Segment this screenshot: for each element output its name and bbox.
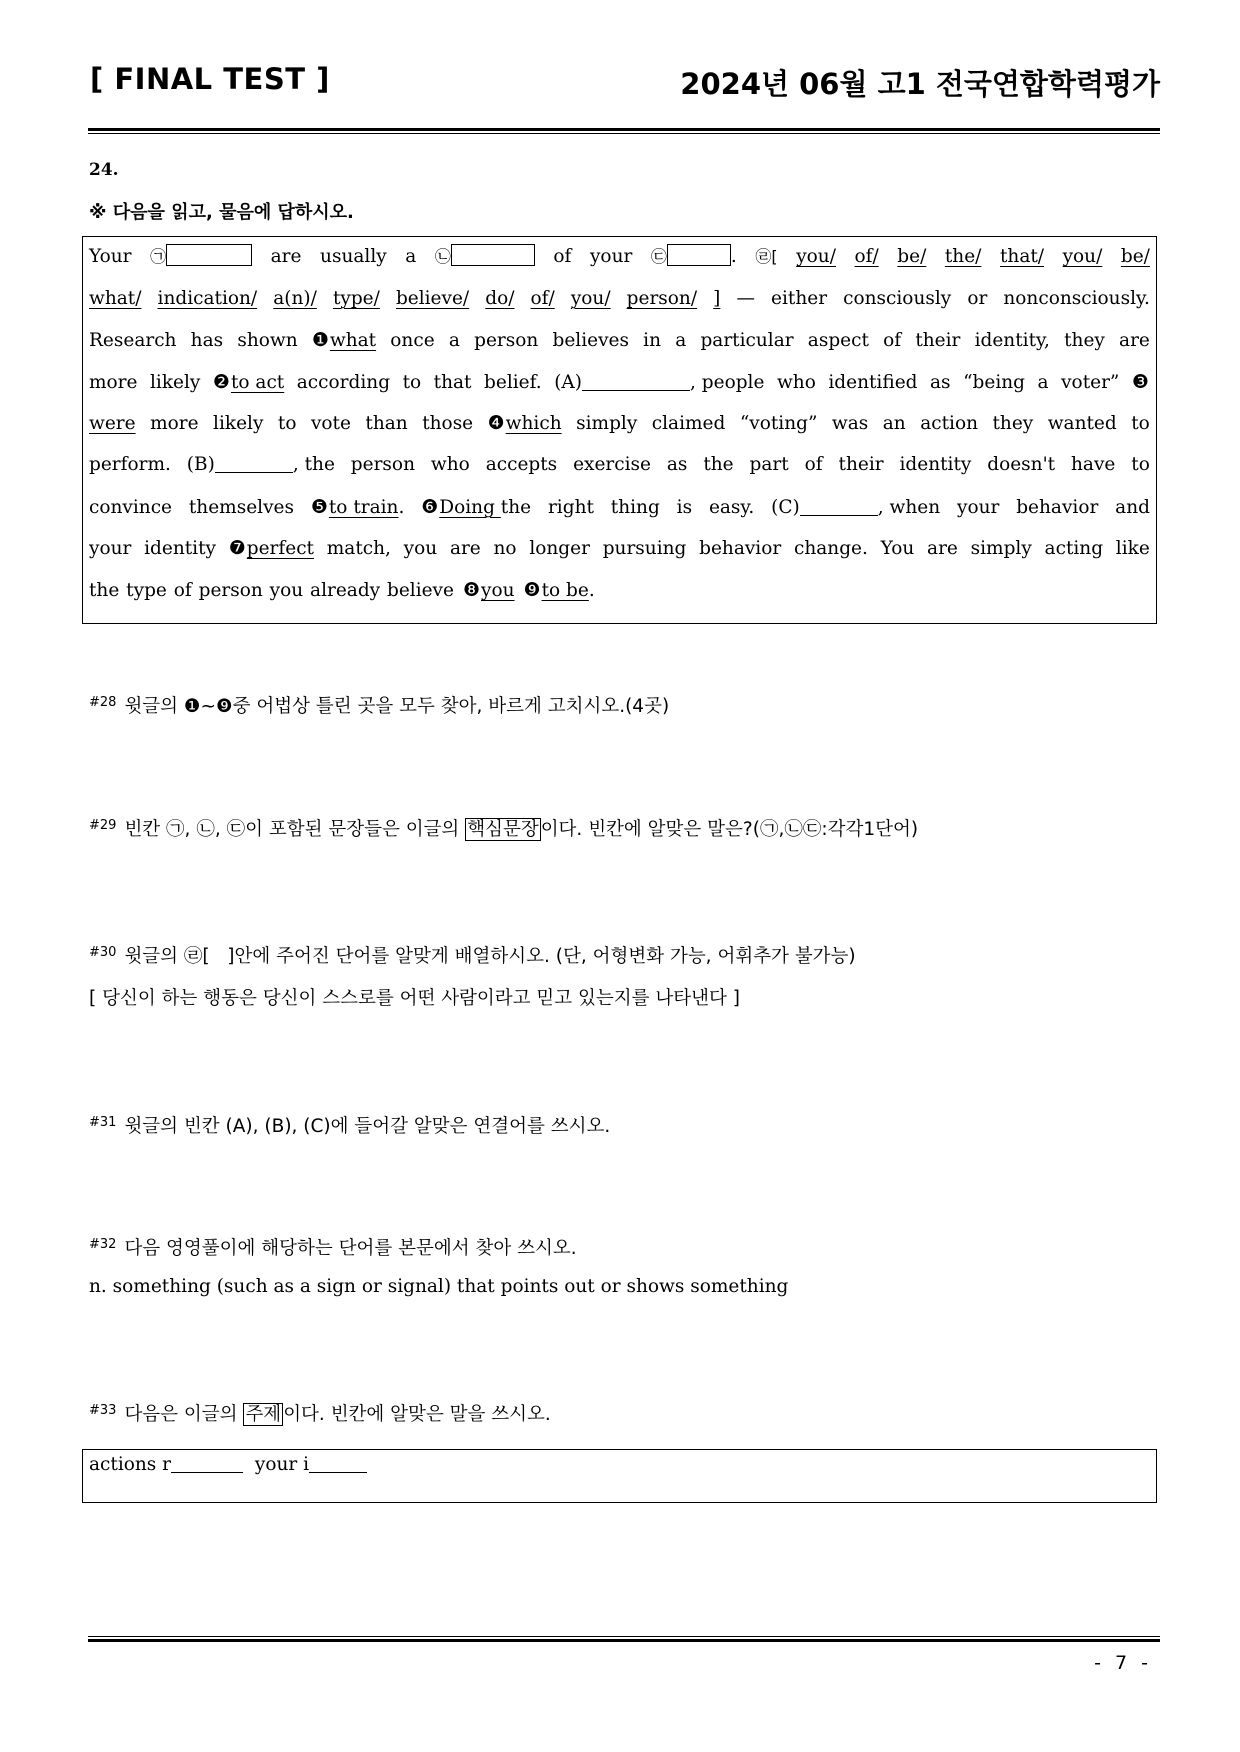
word: thing: [610, 496, 660, 518]
passage-line: [89, 241, 1150, 283]
word: are: [270, 246, 302, 267]
word: your: [957, 496, 1000, 518]
question-text: 윗글의 ❶~❾중 어법상 틀린 곳을 모두 찾아, 바르게 고치시오.(4곳): [124, 696, 670, 717]
question-label: #29: [89, 818, 117, 833]
word: nonconsciously.: [1003, 287, 1150, 309]
question-33: [89, 1400, 551, 1426]
word: aspect: [807, 330, 869, 352]
question-text: 이다. 빈칸에 알맞은 말을 쓰시오.: [283, 1404, 551, 1425]
word: accepts: [485, 453, 558, 475]
word: to: [1131, 413, 1150, 435]
header-divider: [88, 128, 1160, 134]
scramble-word: you/: [1062, 246, 1103, 267]
word: simply: [576, 413, 638, 435]
question-32: [89, 1234, 577, 1260]
scramble-word: of/: [854, 246, 879, 267]
blank-line-A[interactable]: [582, 373, 690, 391]
question-text: 다음은 이글의: [124, 1404, 244, 1425]
boxed-keyword: 핵심문장: [467, 819, 539, 840]
word: that: [433, 371, 472, 393]
word: your: [89, 538, 132, 560]
word: no: [493, 538, 517, 560]
question-30-korean-hint: [ 당신이 하는 행동은 당신이 스스로를 어떤 사람이라고 믿고 있는지를 나타낸다 ]: [89, 988, 740, 1009]
word: , the: [292, 453, 335, 475]
number-marker-2: ❷: [212, 370, 230, 393]
punct: .: [730, 246, 737, 267]
scramble-word: type/: [332, 287, 380, 309]
word: “voting”: [739, 413, 818, 435]
scramble-word: believe/: [395, 287, 470, 309]
passage-line: [89, 407, 1150, 449]
word: like: [1115, 538, 1150, 560]
word: once: [390, 330, 435, 352]
header-title-right: 2024년 06월 고1 전국연합학력평가: [680, 67, 1160, 101]
blank-label-B: (B): [186, 453, 215, 475]
blank-box-b[interactable]: [451, 244, 535, 266]
underlined-word: you: [481, 579, 515, 601]
word: perform.: [89, 453, 171, 475]
scramble-word: a(n)/: [273, 287, 317, 309]
word: likely: [150, 371, 201, 393]
word: who: [776, 371, 816, 393]
number-marker-7: ❼: [228, 537, 246, 560]
passage-line: [89, 574, 1150, 616]
underlined-word: to train: [328, 496, 399, 518]
number-marker-5: ❺: [310, 495, 328, 518]
word: and: [1115, 496, 1150, 518]
word: they: [1064, 330, 1105, 352]
passage-line: [89, 366, 1150, 408]
word: a: [1037, 371, 1049, 393]
passage-line: [89, 491, 1150, 533]
blank-line-C[interactable]: [800, 498, 878, 516]
word: shown: [237, 330, 298, 352]
blank-C: [771, 492, 940, 524]
word: you: [403, 538, 438, 560]
passage-box: [82, 236, 1157, 624]
passage-line: [89, 283, 1150, 325]
topic-answer-box: [82, 1449, 1157, 1503]
grammar-item-6: [421, 491, 531, 524]
word: is: [676, 496, 693, 518]
word: belief.: [484, 371, 542, 393]
word: themselves: [188, 496, 294, 518]
word: person: [474, 330, 539, 352]
underlined-word: which: [505, 413, 562, 435]
word: to: [1131, 453, 1150, 475]
dash: —: [736, 287, 755, 309]
word: identified: [828, 371, 918, 393]
question-label: #32: [89, 1237, 117, 1252]
circled-nieun-marker: ㉡: [434, 247, 451, 266]
scramble-word: be/: [1120, 246, 1150, 267]
blank-line-i[interactable]: [309, 1455, 367, 1473]
scramble-word: person/: [626, 287, 698, 309]
word: part: [749, 453, 789, 475]
grammar-item-1: [312, 324, 376, 357]
question-label: #30: [89, 945, 117, 960]
grammar-item-4: [488, 407, 562, 440]
circled-giyeok-marker: ㉠: [150, 247, 167, 266]
word: who: [430, 453, 470, 475]
question-32-definition: n. something (such as a sign or signal) that points out or shows something: [89, 1276, 789, 1297]
word: convince: [89, 496, 173, 518]
word: person: [350, 453, 415, 475]
word: longer: [529, 538, 590, 560]
word: has: [190, 330, 224, 352]
word: of: [804, 453, 823, 475]
question-29: [89, 815, 918, 841]
question-31: [89, 1112, 610, 1138]
question-text: 이다. 빈칸에 알맞은 말은?(㉠,㉡㉢:각각1단어): [540, 819, 919, 840]
word: Research: [89, 330, 177, 352]
grammar-item-9: [524, 574, 595, 607]
question-label: #31: [89, 1115, 117, 1130]
word: was: [831, 413, 869, 435]
answer-word: your i: [254, 1454, 310, 1475]
word: behavior: [1016, 496, 1099, 518]
word: more: [89, 371, 138, 393]
word: either: [771, 287, 828, 309]
word: of: [883, 330, 902, 352]
word: You: [880, 538, 915, 560]
blank-line-r[interactable]: [171, 1455, 243, 1473]
word: according: [296, 371, 391, 393]
blank-b: [435, 241, 535, 273]
scramble-word: indication/: [157, 287, 258, 309]
blank-label-A: (A): [554, 371, 583, 393]
word: those: [422, 413, 474, 435]
word: exercise: [573, 453, 651, 475]
instruction-text: ※ 다음을 읽고, 물음에 답하시오.: [89, 202, 354, 223]
passage-line: [89, 532, 1150, 574]
scramble-word: be/: [897, 246, 927, 267]
question-text: 다음 영영풀이에 해당하는 단어를 본문에서 찾아 쓰시오.: [124, 1238, 577, 1259]
word: usually: [320, 246, 387, 267]
text-run: the type of person you already believe: [89, 579, 454, 601]
word: as: [930, 371, 951, 393]
scramble-word: you/: [796, 246, 836, 267]
word: match,: [326, 538, 391, 560]
blank-c: [651, 241, 737, 273]
blank-a: [150, 241, 252, 273]
word: believes: [552, 330, 629, 352]
word: are: [449, 538, 481, 560]
blank-line-B[interactable]: [215, 455, 293, 473]
word: vote: [310, 413, 351, 435]
word: acting: [1044, 538, 1104, 560]
number-marker-3: ❸: [1131, 370, 1149, 393]
circled-digeut-marker: ㉢: [650, 247, 667, 266]
number-marker-9: ❾: [523, 578, 541, 601]
header-title-left: [ FINAL TEST ]: [90, 62, 330, 96]
word: as: [666, 453, 688, 475]
word: doesn't: [987, 453, 1056, 475]
word: are: [1119, 330, 1150, 352]
word: easy.: [708, 496, 755, 518]
footer-divider: [88, 1636, 1160, 1642]
number-marker-6: ❻: [421, 495, 439, 518]
word: Your: [89, 246, 132, 267]
word: have: [1071, 453, 1116, 475]
question-label: #33: [89, 1403, 117, 1418]
underlined-word: were: [89, 413, 136, 435]
circled-rieul-marker: ㉣[: [755, 247, 778, 266]
word: the: [500, 496, 532, 518]
word: of: [553, 246, 572, 267]
word: , people: [690, 371, 765, 393]
word: a: [405, 246, 417, 267]
question-28: [89, 692, 669, 718]
scramble-bracket: ]: [713, 287, 721, 309]
word: simply: [970, 538, 1032, 560]
word: than: [365, 413, 408, 435]
question-text: 윗글의 빈칸 (A), (B), (C)에 들어갈 알맞은 연결어를 쓰시오.: [124, 1116, 611, 1137]
question-number: 24.: [89, 160, 119, 180]
page-header: [90, 62, 1160, 112]
page-number: - 7 -: [1094, 1652, 1152, 1674]
passage-line: [89, 449, 1150, 491]
word: your: [589, 246, 633, 267]
grammar-item-2: [213, 366, 284, 399]
number-marker-4: ❹: [487, 412, 505, 435]
word: identity: [899, 453, 972, 475]
underlined-word: what: [329, 330, 377, 352]
word: are: [927, 538, 958, 560]
underlined-word: to be: [541, 579, 589, 601]
word: they: [992, 413, 1034, 435]
word: change.: [793, 538, 868, 560]
word: in: [643, 330, 662, 352]
grammar-item-8: [463, 574, 515, 607]
number-marker-1: ❶: [311, 329, 329, 352]
scramble-word: do/: [485, 287, 515, 309]
word: “being: [963, 371, 1026, 393]
underlined-word: perfect: [246, 538, 314, 560]
word: , when: [877, 496, 941, 518]
word: action: [920, 413, 978, 435]
boxed-keyword: 주제: [245, 1404, 282, 1425]
punct: .: [588, 579, 595, 601]
word: identity: [144, 538, 216, 560]
scramble-word: you/: [570, 287, 611, 309]
underlined-word: to act: [230, 371, 285, 393]
word: identity,: [974, 330, 1050, 352]
punct: .: [398, 496, 405, 518]
grammar-item-5: [311, 491, 405, 524]
number-marker-8: ❽: [462, 578, 481, 601]
word: to: [402, 371, 422, 393]
word: behavior: [699, 538, 782, 560]
word: voter”: [1061, 371, 1120, 393]
scramble-word: that/: [999, 246, 1045, 267]
word: their: [915, 330, 961, 352]
word: more: [150, 413, 199, 435]
answer-word: actions r: [89, 1454, 172, 1475]
blank-B: [187, 449, 335, 481]
grammar-item-7: [229, 532, 314, 565]
question-label: #28: [89, 695, 117, 710]
question-text: 빈칸 ㉠, ㉡, ㉢이 포함된 문장들은 이글의: [124, 819, 466, 840]
word: right: [547, 496, 594, 518]
passage-line: [89, 324, 1150, 366]
question-text: 윗글의 ㉣[ ]안에 주어진 단어를 알맞게 배열하시오. (단, 어형변화 가능, 어휘추가 불가능): [124, 946, 856, 967]
question-30: [89, 942, 856, 968]
blank-box-a[interactable]: [166, 244, 252, 266]
blank-A: [554, 367, 764, 399]
blank-box-c[interactable]: [667, 244, 731, 266]
word: claimed: [651, 413, 726, 435]
underlined-word: Doing: [439, 496, 501, 518]
word: likely: [213, 413, 264, 435]
word: wanted: [1047, 413, 1117, 435]
word: the: [703, 453, 734, 475]
word: consciously: [843, 287, 952, 309]
scramble-word: what/: [89, 287, 142, 309]
blank-label-C: (C): [771, 496, 800, 518]
word: particular: [700, 330, 794, 352]
word: a: [675, 330, 687, 352]
word: a: [448, 330, 460, 352]
word: to: [277, 413, 297, 435]
word: or: [967, 287, 988, 309]
scramble-word: of/: [530, 287, 555, 309]
scramble-word: the/: [944, 246, 982, 267]
word: their: [838, 453, 884, 475]
word: pursuing: [602, 538, 687, 560]
word: an: [882, 413, 906, 435]
